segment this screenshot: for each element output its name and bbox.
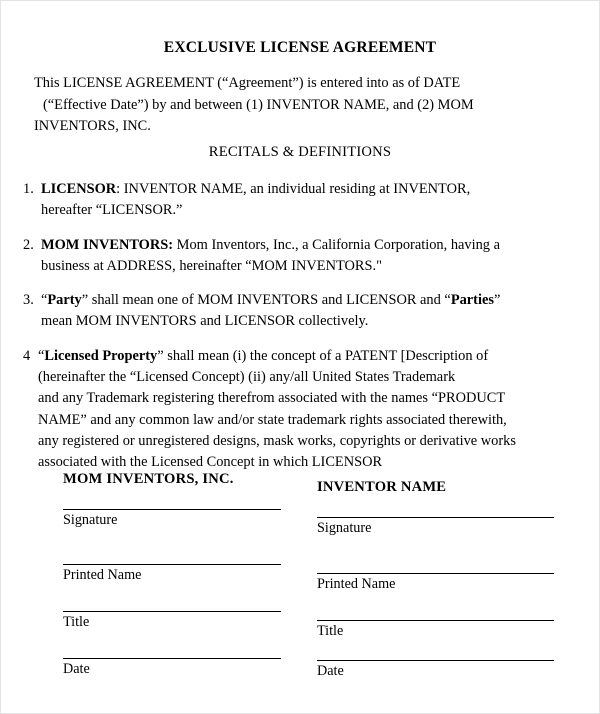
signature-field-label: Signature <box>63 512 118 528</box>
document-body <box>1 1 599 713</box>
list-item-line-1 <box>41 179 581 200</box>
list-item-line-2: business at ADDRESS, hereinafter “MOM INVENTORS." <box>41 257 382 274</box>
list-item-line-1-rest: ” shall mean one of MOM INVENTORS and LICENSOR and “ <box>81 292 451 309</box>
list-item-line-1 <box>41 290 581 311</box>
list-item-number: 3. <box>23 292 34 309</box>
list-item-line-1 <box>38 346 581 367</box>
list-item-line-2: hereafter “LICENSOR.” <box>41 202 183 219</box>
signature-field-title[interactable] <box>63 611 281 631</box>
section-heading-recitals: RECITALS & DEFINITIONS <box>208 144 392 160</box>
signature-field-printed-name[interactable] <box>317 573 554 593</box>
signature-field-label: Date <box>63 661 90 677</box>
list-item-line-5: any registered or unregistered designs, mask works, copyrights or derivative works <box>38 432 516 449</box>
signature-field-label: Title <box>317 623 344 639</box>
list-item-line-1-rest: : INVENTOR NAME, an individual residing at INVENTOR, <box>116 181 471 197</box>
list-item-bold-lead: Licensed Property <box>44 347 158 364</box>
signature-field-signature[interactable] <box>317 517 554 537</box>
list-item-line-1 <box>41 235 581 256</box>
signature-field-label: Signature <box>317 520 372 536</box>
list-item-bold-lead: Party <box>47 292 82 309</box>
intro-line-3: INVENTORS, INC. <box>34 118 151 134</box>
list-item-number: 1. <box>23 181 34 197</box>
list-item-bold-lead: LICENSOR <box>41 181 117 197</box>
list-item-text <box>41 235 581 278</box>
list-item-line-3: and any Trademark registering therefrom associated with the names “PRODUCT <box>38 390 506 407</box>
list-item <box>23 179 581 222</box>
list-item-line-1-rest: Mom Inventors, Inc., a California Corporation, having a <box>173 236 500 253</box>
list-item-text <box>41 179 581 222</box>
signature-field-printed-name[interactable] <box>63 564 281 584</box>
list-item-text <box>38 346 581 474</box>
list-item <box>23 346 581 474</box>
list-item-line-2: mean MOM INVENTORS and LICENSOR collectively. <box>41 313 369 330</box>
list-item-bold-tail: Parties <box>450 292 494 309</box>
list-item <box>23 235 581 278</box>
list-item-line-1-tail-rest: ” <box>493 292 501 309</box>
intro-line-1: This LICENSE AGREEMENT (“Agreement”) is entered into as of DATE <box>34 75 461 91</box>
intro-paragraph <box>34 73 575 138</box>
signature-block-inventor <box>317 479 554 680</box>
list-item <box>23 290 581 333</box>
signature-field-label: Date <box>317 663 344 679</box>
signature-block-heading: INVENTOR NAME <box>317 479 447 495</box>
intro-line-2: (“Effective Date”) by and between (1) INVENTOR NAME, and (2) MOM <box>43 96 474 113</box>
signature-block-heading: MOM INVENTORS, INC. <box>63 471 234 487</box>
list-item-bold-lead: MOM INVENTORS: <box>41 236 174 253</box>
recitals-list <box>23 179 581 474</box>
list-item-line-1-rest: ” shall mean (i) the concept of a PATENT [Description of <box>157 347 489 364</box>
signature-field-label: Printed Name <box>317 576 396 592</box>
signature-field-signature[interactable] <box>63 509 281 529</box>
list-item-number: 4 <box>23 347 31 364</box>
signature-field-title[interactable] <box>317 620 554 640</box>
list-item-open-quote: “ <box>41 292 48 309</box>
list-item-open-quote: “ <box>38 347 45 364</box>
list-item-number: 2. <box>23 236 34 253</box>
list-item-line-2: (hereinafter the “Licensed Concept) (ii) any/all United States Trademark <box>38 369 456 386</box>
signature-field-date[interactable] <box>63 658 281 678</box>
list-item-line-4: NAME” and any common law and/or state trademark rights associated therewith, <box>38 411 507 428</box>
signature-field-label: Title <box>63 614 90 630</box>
list-item-line-6: associated with the Licensed Concept in which LICENSOR <box>38 454 383 471</box>
signature-field-date[interactable] <box>317 660 554 680</box>
page-title: EXCLUSIVE LICENSE AGREEMENT <box>163 39 437 56</box>
list-item-text <box>41 290 581 333</box>
signature-field-label: Printed Name <box>63 567 142 583</box>
signature-block-mom-inventors <box>63 471 281 678</box>
